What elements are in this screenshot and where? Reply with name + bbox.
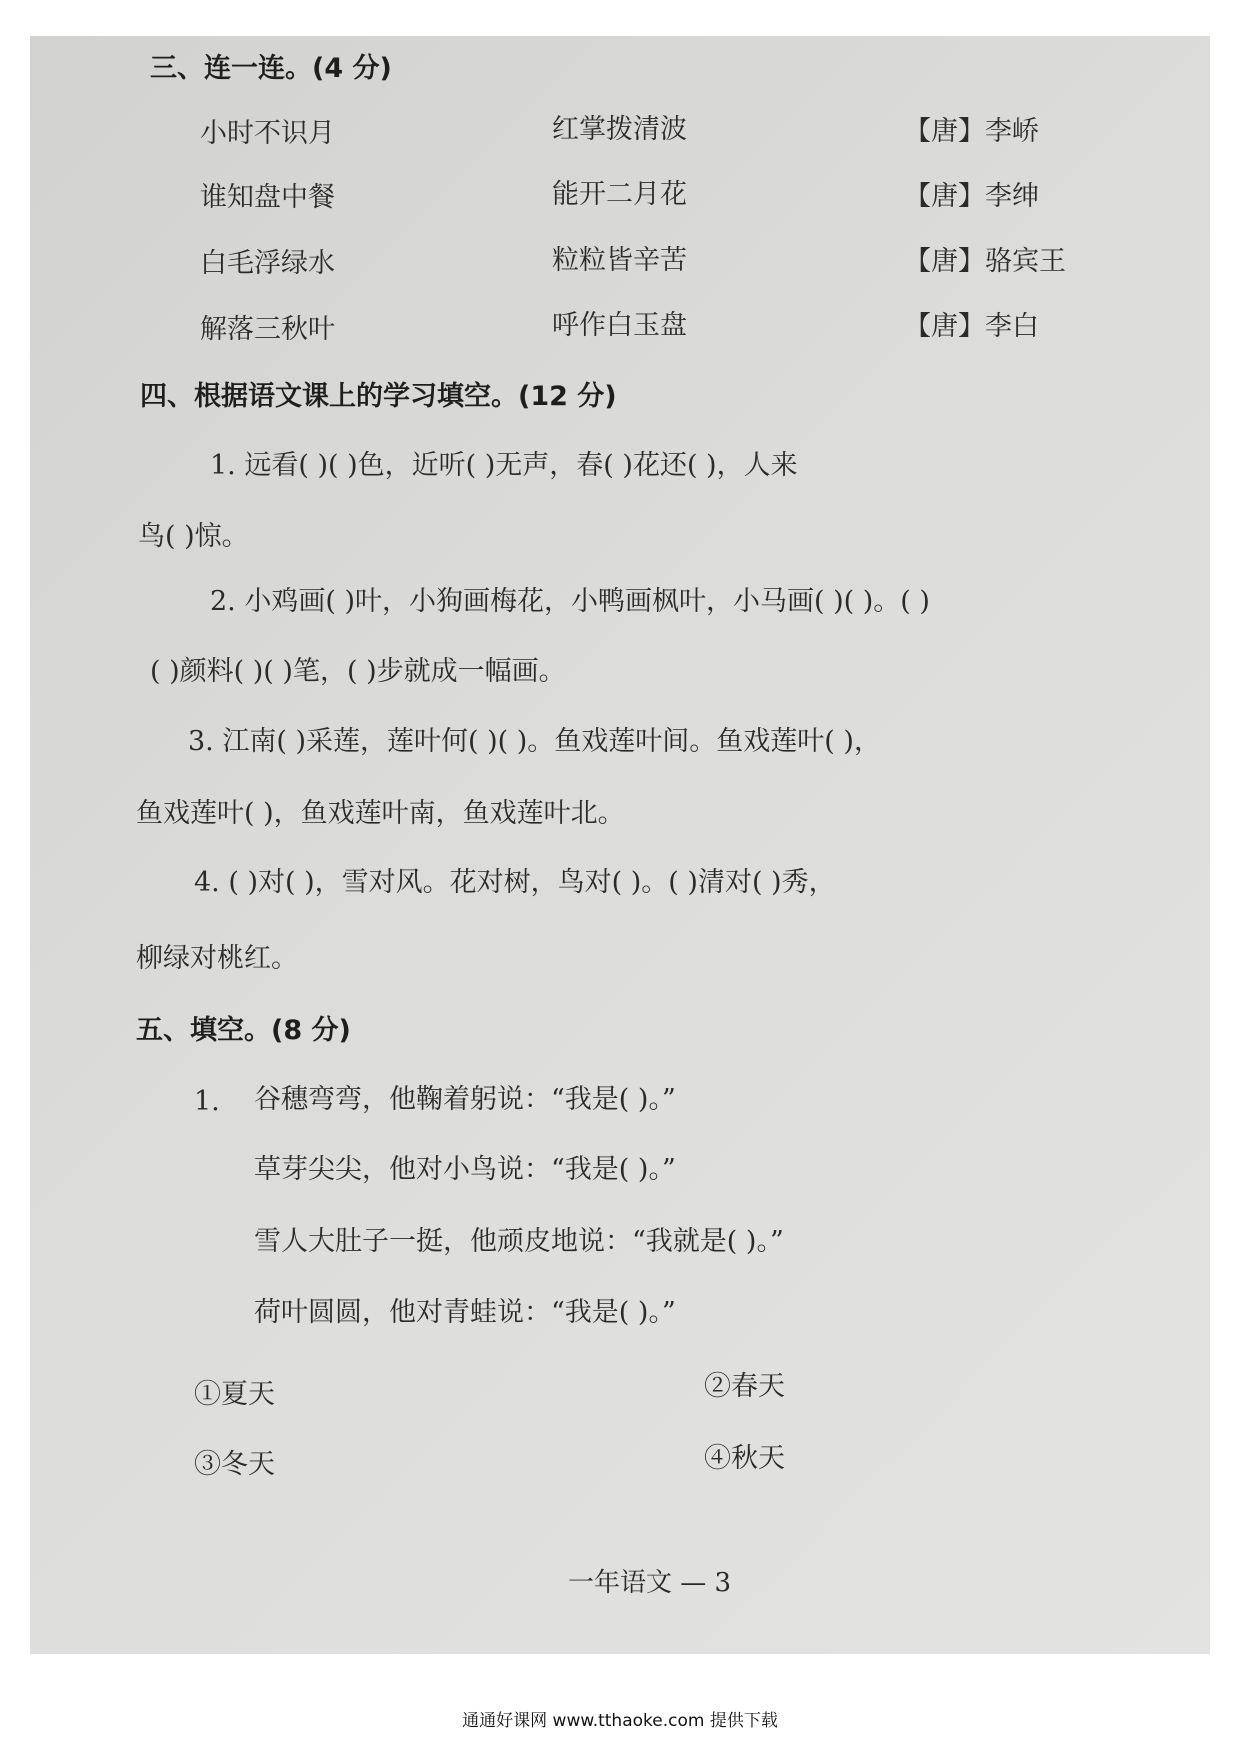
match-col1-item: 解落三秋叶 xyxy=(200,314,335,345)
fill-line: 4. ( )对( )，雪对风。花对树，鸟对( )。( )清对( )秀， xyxy=(194,867,836,898)
match-col3-item: 【唐】骆宾王 xyxy=(904,246,1066,277)
match-col2-item: 能开二月花 xyxy=(552,179,687,210)
fill-line: ( )颜料( )( )笔，( )步就成一幅画。 xyxy=(150,656,566,687)
page-number: 一年语文 — 3 xyxy=(568,1568,732,1598)
fill-line: 鸟( )惊。 xyxy=(138,521,249,552)
fill-line: 荷叶圆圆，他对青蛙说：“我是( )。” xyxy=(254,1297,676,1328)
match-col2-item: 红掌拨清波 xyxy=(552,114,687,145)
section4-title: 四、根据语文课上的学习填空。(12 分) xyxy=(140,381,617,412)
question-number: 1. xyxy=(194,1086,220,1117)
option-item: ③冬天 xyxy=(194,1449,275,1480)
match-col2-item: 呼作白玉盘 xyxy=(552,310,687,341)
match-col3-item: 【唐】李峤 xyxy=(904,116,1039,147)
section3-title: 三、连一连。(4 分) xyxy=(150,53,392,84)
fill-line: 鱼戏莲叶( )，鱼戏莲叶南，鱼戏莲叶北。 xyxy=(136,798,625,829)
fill-line: 2. 小鸡画( )叶，小狗画梅花，小鸭画枫叶，小马画( )( )。( ) xyxy=(210,586,930,617)
fill-line: 3. 江南( )采莲，莲叶何( )( )。鱼戏莲叶间。鱼戏莲叶( )， xyxy=(188,726,881,757)
option-item: ②春天 xyxy=(704,1371,785,1402)
option-item: ①夏天 xyxy=(194,1379,275,1410)
match-col2-item: 粒粒皆辛苦 xyxy=(552,245,687,276)
download-footer: 通通好课网 www.tthaoke.com 提供下载 xyxy=(462,1711,778,1731)
match-col1-item: 小时不识月 xyxy=(200,118,335,149)
fill-line: 雪人大肚子一挺，他顽皮地说：“我就是( )。” xyxy=(254,1226,784,1257)
fill-line: 柳绿对桃红。 xyxy=(136,943,298,974)
match-col3-item: 【唐】李白 xyxy=(904,311,1039,342)
fill-line: 谷穗弯弯，他鞠着躬说：“我是( )。” xyxy=(254,1084,676,1115)
section5-title: 五、填空。(8 分) xyxy=(136,1015,351,1046)
match-col1-item: 谁知盘中餐 xyxy=(200,182,335,213)
option-item: ④秋天 xyxy=(704,1443,785,1474)
match-col1-item: 白毛浮绿水 xyxy=(200,248,335,279)
fill-line: 草芽尖尖，他对小鸟说：“我是( )。” xyxy=(254,1154,676,1185)
fill-line: 1. 远看( )( )色，近听( )无声，春( )花还( )，人来 xyxy=(210,450,798,481)
match-col3-item: 【唐】李绅 xyxy=(904,181,1039,212)
